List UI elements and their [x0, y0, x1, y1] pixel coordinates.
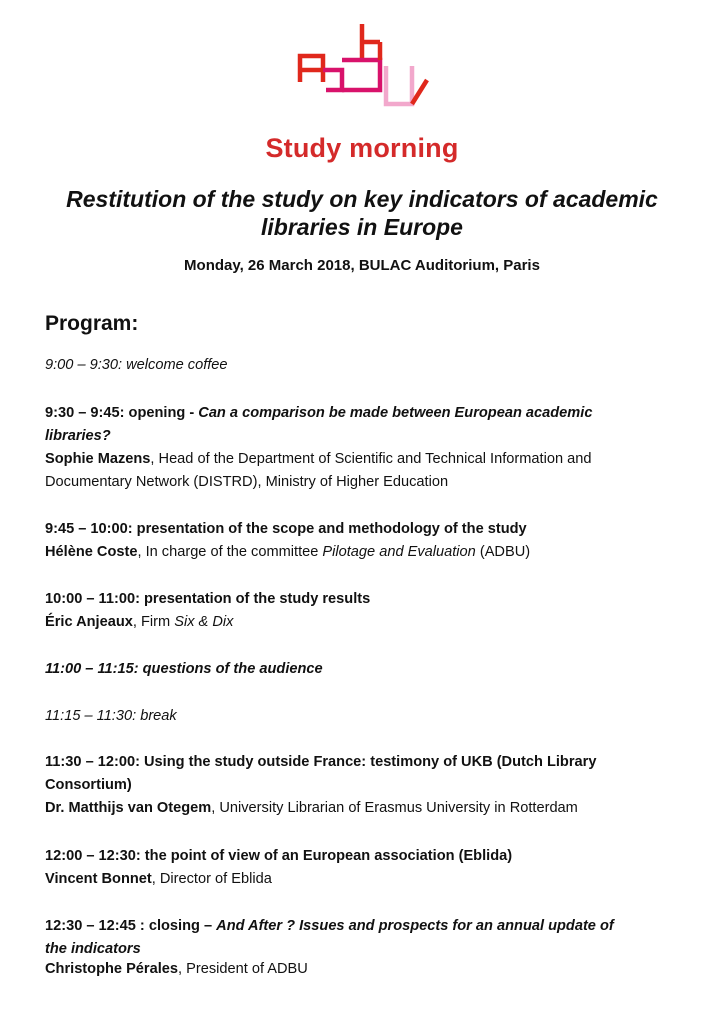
- ukb-speaker-line: [45, 797, 685, 820]
- opening-title-cont: libraries?: [45, 428, 111, 444]
- opening-speaker-line: [45, 448, 685, 471]
- eblida-heading: 12:00 – 12:30: the point of view of an European association (Eblida): [45, 848, 513, 864]
- break-item: 11:15 – 11:30: break: [45, 708, 177, 724]
- opening-heading: [45, 402, 685, 425]
- speaker-role: , Firm: [132, 614, 175, 630]
- firm-name: Six & Dix: [174, 614, 234, 630]
- speaker-role-end: (ADBU): [475, 544, 531, 560]
- results-heading: 10:00 – 11:00: presentation of the study results: [45, 591, 371, 607]
- scope-heading: 9:45 – 10:00: presentation of the scope and methodology of the study: [45, 521, 527, 537]
- questions-item: 11:00 – 11:15: questions of the audience: [45, 661, 323, 677]
- speaker-name: Éric Anjeaux: [45, 614, 133, 630]
- speaker-name: Hélène Coste: [45, 544, 138, 560]
- subtitle-line-1: Restitution of the study on key indicators of academic: [66, 186, 658, 212]
- speaker-name: Sophie Mazens: [45, 451, 151, 467]
- speaker-role: , Director of Eblida: [151, 871, 272, 887]
- opening-time: 9:30 – 9:45: opening -: [45, 405, 199, 421]
- closing-title-cont: the indicators: [45, 941, 141, 957]
- subtitle: [40, 185, 684, 241]
- speaker-name: Dr. Matthijs van Otegem: [45, 800, 212, 816]
- welcome-coffee-item: 9:00 – 9:30: welcome coffee: [45, 357, 228, 373]
- results-speaker-line: [45, 611, 685, 634]
- ukb-heading: 11:30 – 12:00: Using the study outside France: testimony of UKB (Dutch Library: [45, 754, 597, 770]
- date-place: Monday, 26 March 2018, BULAC Auditorium, Paris: [184, 257, 540, 274]
- program-heading: Program:: [45, 312, 139, 335]
- speaker-role: , University Librarian of Erasmus University in Rotterdam: [211, 800, 578, 816]
- speaker-role: , President of ADBU: [178, 961, 308, 977]
- ukb-heading-cont: Consortium): [45, 777, 132, 793]
- closing-heading: [45, 915, 685, 938]
- scope-speaker-line: [45, 541, 685, 564]
- speaker-role: , Head of the Department of Scientific and Technical Information and: [150, 451, 592, 467]
- closing-time: 12:30 – 12:45 : closing –: [45, 918, 217, 934]
- opening-title: Can a comparison be made between European academic: [198, 405, 593, 421]
- speaker-role: , In charge of the committee: [137, 544, 323, 560]
- committee-name: Pilotage and Evaluation: [322, 544, 476, 560]
- speaker-name: Christophe Pérales: [45, 961, 179, 977]
- adbu-logo: [296, 22, 430, 114]
- opening-speaker-role-cont: Documentary Network (DISTRD), Ministry of Higher Education: [45, 474, 449, 490]
- subtitle-line-2: libraries in Europe: [261, 214, 463, 240]
- closing-speaker-line: [45, 958, 685, 981]
- closing-title: And After ? Issues and prospects for an annual update of: [216, 918, 614, 934]
- speaker-name: Vincent Bonnet: [45, 871, 152, 887]
- eblida-speaker-line: [45, 868, 685, 891]
- page-title: Study morning: [265, 133, 459, 163]
